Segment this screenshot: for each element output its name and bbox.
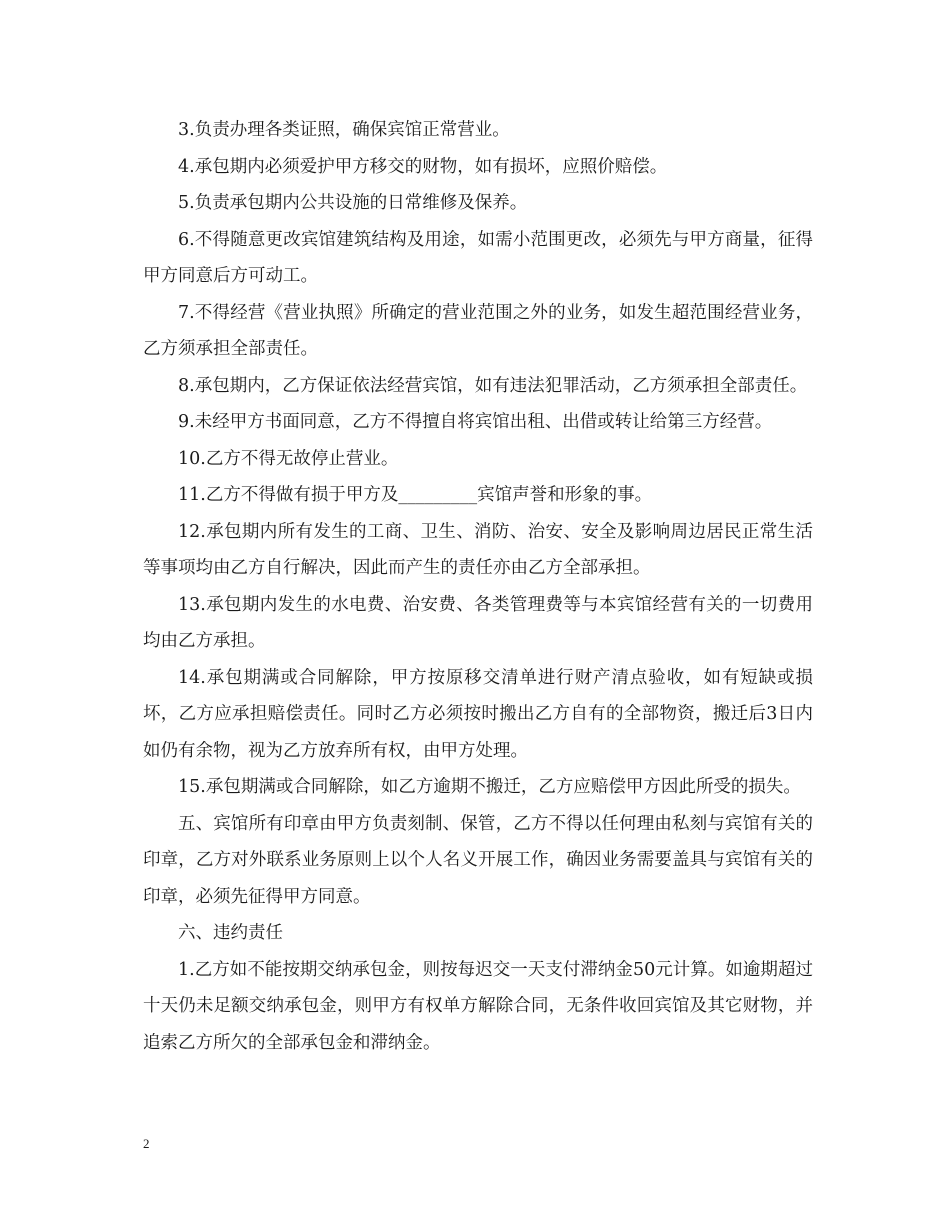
document-body (143, 112, 813, 1061)
section-six-heading: 六、违约责任 (178, 923, 283, 943)
breach-item-1: 1.乙方如不能按期交纳承包金，则按每迟交一天支付滞纳金50元计算。如逾期超过十天仍未足额交纳承包金，则甲方有权单方解除合同，无条件收回宾馆及其它财物，并追索乙方所欠的全部承包金和滞纳金。 (143, 959, 813, 1053)
paragraph-item-9: 9.未经甲方书面同意，乙方不得擅自将宾馆出租、出借或转让给第三方经营。 (178, 412, 773, 432)
paragraph-item-8: 8.承包期内，乙方保证依法经营宾馆，如有违法犯罪活动，乙方须承担全部责任。 (178, 375, 808, 396)
paragraph-item-10: 10.乙方不得无故停止营业。 (178, 448, 399, 469)
paragraph-item-4: 4.承包期内必须爱护甲方移交的财物，如有损坏，应照价赔偿。 (178, 156, 668, 177)
page-number: 2 (143, 1136, 150, 1151)
paragraph-item-6: 6.不得随意更改宾馆建筑结构及用途，如需小范围更改，必须先与甲方商量，征得甲方同意后方可动工。 (143, 229, 813, 286)
section-five-seals: 五、宾馆所有印章由甲方负责刻制、保管，乙方不得以任何理由私刻与宾馆有关的印章，乙方对外联系业务原则上以个人名义开展工作，确因业务需要盖具与宾馆有关的印章，必须先征得甲方同意。 (143, 813, 813, 907)
paragraph-item-13: 13.承包期内发生的水电费、治安费、各类管理费等与本宾馆经营有关的一切费用均由乙方承担。 (143, 594, 813, 651)
paragraph-item-12: 12.承包期内所有发生的工商、卫生、消防、治安、安全及影响周边居民正常生活等事项均由乙方自行解决，因此而产生的责任亦由乙方全部承担。 (143, 521, 813, 578)
paragraph-item-14: 14.承包期满或合同解除，甲方按原移交清单进行财产清点验收，如有短缺或损坏，乙方应承担赔偿责任。同时乙方必须按时搬出乙方自有的全部物资，搬迁后3日内如仍有余物，视为乙方放弃所有权，由甲方处理。 (143, 667, 813, 761)
paragraph-item-3: 3.负责办理各类证照，确保宾馆正常营业。 (178, 120, 510, 140)
paragraph-item-5: 5.负责承包期内公共设施的日常维修及保养。 (178, 193, 528, 213)
paragraph-item-11: 11.乙方不得做有损于甲方及_________宾馆声誉和形象的事。 (178, 485, 653, 505)
paragraph-item-7: 7.不得经营《营业执照》所确定的营业范围之外的业务，如发生超范围经营业务，乙方须承担全部责任。 (143, 302, 813, 359)
paragraph-item-15: 15.承包期满或合同解除，如乙方逾期不搬迁，乙方应赔偿甲方因此所受的损失。 (178, 777, 801, 797)
